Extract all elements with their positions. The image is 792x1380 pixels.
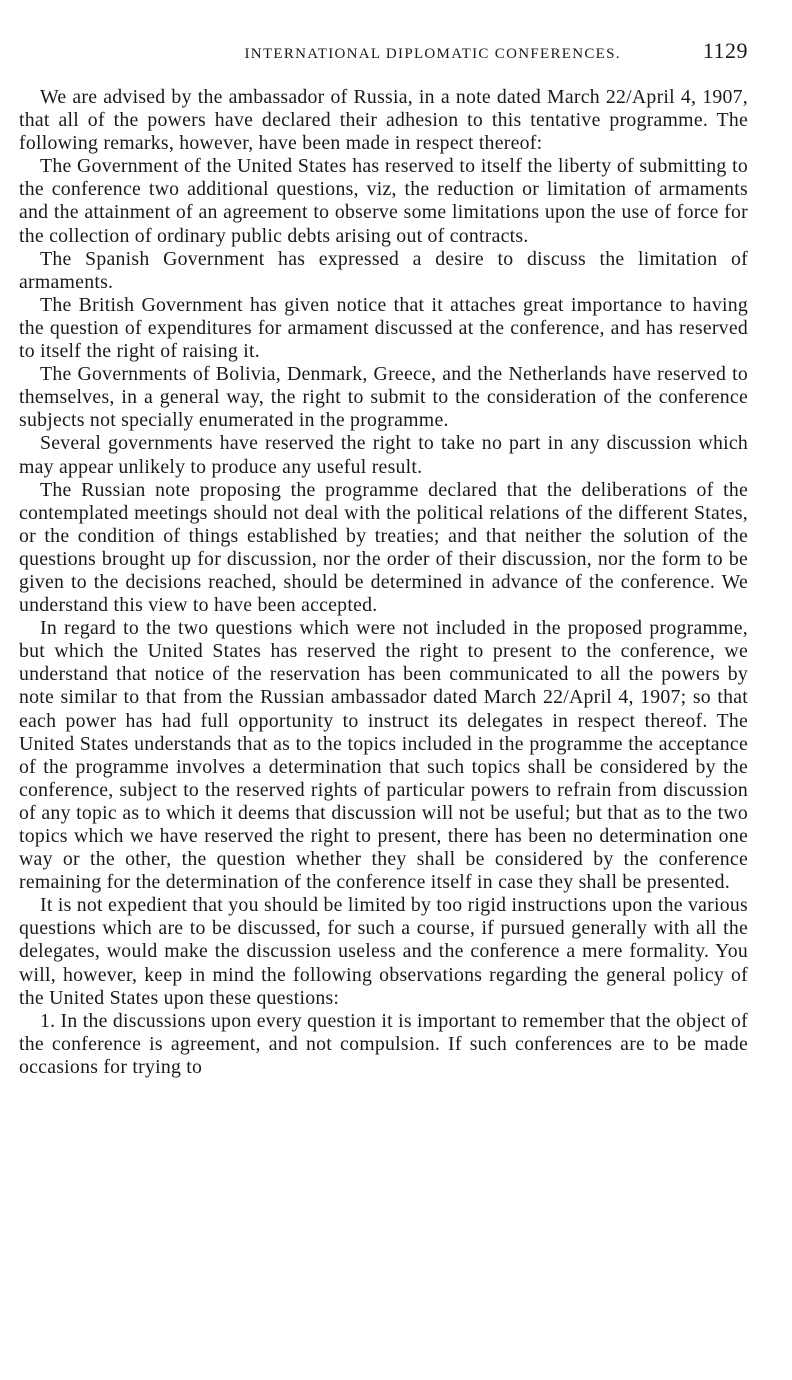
paragraph-instructions: It is not expedient that you should be limited by too rigid instructions upon the various questions which are to be discussed, for such a course, if pursued generally with all the delegates, would make the discussion useless and the conference a mere formality. You will, however, keep in mind the following observations regarding the general policy of the United States upon these questions: [19, 894, 748, 1009]
paragraph-british-government: The British Government has given notice that it attaches great importance to having the question of expenditures for armament discussed at the conference, and has reserved to itself the right of raising it. [19, 293, 748, 363]
paragraph-spanish-government: The Spanish Government has expressed a desire to discuss the limitation of armaments. [19, 247, 748, 293]
paragraph-ambassador-note: We are advised by the ambassador of Russia, in a note dated March 22/April 4, 1907, that all of the powers have declared their adhesion to this tentative programme. The following remarks, however, have been made in respect thereof: [19, 86, 748, 155]
running-header [19, 38, 748, 72]
paragraph-observation-1: 1. In the discussions upon every question it is important to remember that the object of the conference is agreement, and not compulsion. If such conferences are to be made occasions for trying to [19, 1009, 748, 1078]
body-text [19, 86, 748, 1079]
paragraph-two-questions: In regard to the two questions which were not included in the proposed programme, but which the United States has reserved the right to present to the conference, we understand that notice of the reservation has been communicated to all the powers by note similar to that from the Russian ambassador dated March 22/April 4, 1907; so that each power has had full opportunity to instruct its delegates in respect thereof. The United States understands that as to the topics included in the programme the acceptance of the programme involves a determination that such topics shall be considered by the conference, subject to the reserved rights of particular powers to refrain from discussion of any topic as to which it deems that discussion will not be useful; but that as to the two topics which we have reserved the right to present, there has been no determination one way or the other, the question whether they shall be considered by the conference remaining for the determination of the conference itself in case they shall be presented. [19, 617, 748, 894]
running-title: INTERNATIONAL DIPLOMATIC CONFERENCES. [244, 46, 621, 62]
paragraph-russian-note: The Russian note proposing the programme declared that the deliberations of the contemplated meetings should not deal with the political relations of the different States, or the condition of things established by treaties; and that neither the solution of the questions brought up for discussion, nor the order of their discussion, nor the form to be given to the decisions reached, should be determined in advance of the conference. We understand this view to have been accepted. [19, 478, 748, 617]
page-number: 1129 [702, 38, 748, 63]
paragraph-bolivia-denmark-greece-netherlands: The Governments of Bolivia, Denmark, Greece, and the Netherlands have reserved to themselves, in a general way, the right to submit to the consideration of the conference subjects not specially enumerated in the programme. [19, 363, 748, 432]
paragraph-united-states-reservation: The Government of the United States has reserved to itself the liberty of submitting to the conference two additional questions, viz, the reduction or limitation of armaments and the attainment of an agreement to observe some limitations upon the use of force for the collection of ordinary public debts arising out of contracts. [19, 155, 748, 247]
paragraph-several-governments: Several governments have reserved the right to take no part in any discussion which may appear unlikely to produce any useful result. [19, 432, 748, 478]
